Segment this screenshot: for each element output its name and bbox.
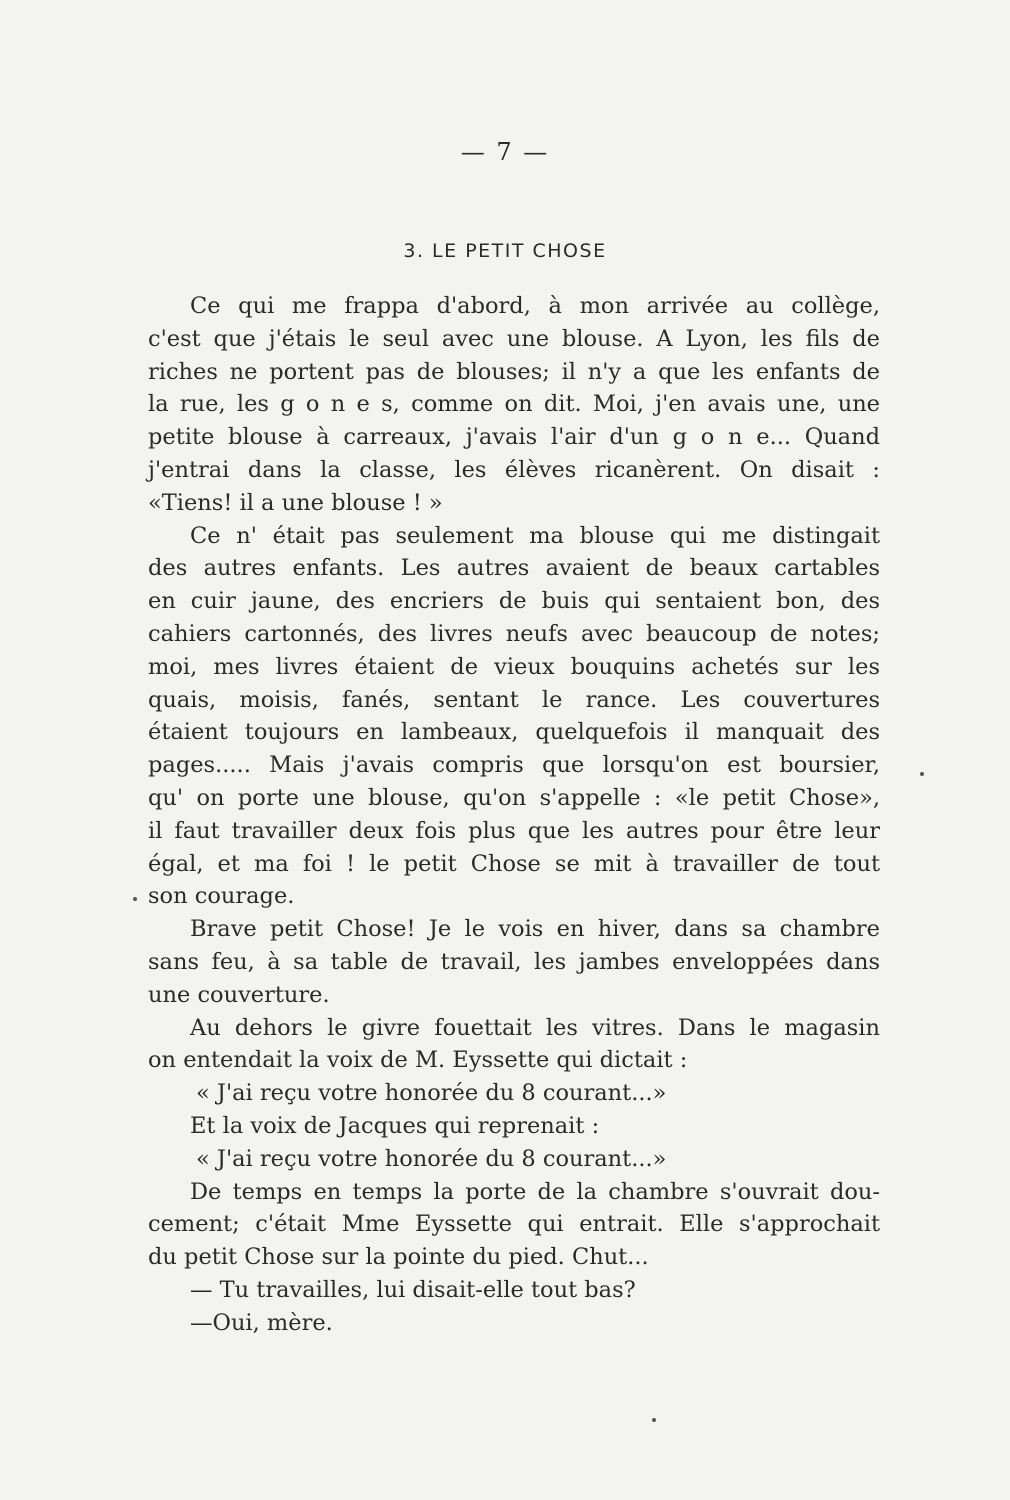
- chapter-title: 3. LE PETIT CHOSE: [403, 240, 607, 262]
- text-line: en cuir jaune, des encriers de buis qui sentaient bon, des: [148, 588, 880, 615]
- text-line: sans feu, à sa table de travail, les jambes enveloppées dans: [148, 948, 880, 975]
- text-line: petite blouse à carreaux, j'avais l'air d'un g o n e... Quand: [148, 424, 880, 451]
- text-line: Brave petit Chose! Je le vois en hiver, dans sa chambre: [190, 916, 880, 943]
- text-line: étaient toujours en lambeaux, quelquefois il manquait des: [148, 719, 880, 746]
- text-line: cement; c'était Mme Eyssette qui entrait. Elle s'approchait: [148, 1211, 880, 1238]
- text-line: Au dehors le givre fouettait les vitres. Dans le magasin: [190, 1014, 880, 1041]
- text-line: il faut travailler deux fois plus que les autres pour être leur: [148, 817, 880, 844]
- text-line: j'entrai dans la classe, les élèves ricanèrent. On disait :: [148, 456, 880, 483]
- text-line: Et la voix de Jacques qui reprenait :: [190, 1112, 600, 1139]
- text-line: son courage.: [148, 883, 295, 910]
- text-line: pages..... Mais j'avais compris que lorsqu'on est boursier,: [148, 752, 880, 779]
- text-line: une couverture.: [148, 981, 330, 1008]
- ink-speck: [652, 1418, 656, 1422]
- text-line: — Tu travailles, lui disait-elle tout bas?: [190, 1276, 636, 1303]
- text-line: cahiers cartonnés, des livres neufs avec beaucoup de notes;: [148, 620, 880, 647]
- text-line: la rue, les g o n e s, comme on dit. Moi, j'en avais une, une: [148, 391, 880, 418]
- ink-speck: [133, 897, 137, 901]
- text-line: Ce n' était pas seulement ma blouse qui me distingait: [190, 522, 880, 549]
- text-line: qu' on porte une blouse, qu'on s'appelle : «le petit Chose»,: [148, 784, 880, 811]
- text-line: « J'ai reçu votre honorée du 8 courant...»: [196, 1145, 667, 1172]
- text-line: des autres enfants. Les autres avaient de beaux cartables: [148, 555, 880, 582]
- ink-speck: [920, 772, 924, 776]
- text-line: De temps en temps la porte de la chambre s'ouvrait dou-: [190, 1178, 880, 1205]
- text-line: « J'ai reçu votre honorée du 8 courant...»: [196, 1080, 667, 1107]
- text-line: quais, moisis, fanés, sentant le rance. Les couvertures: [148, 686, 880, 713]
- text-body: [148, 290, 880, 1340]
- text-line: moi, mes livres étaient de vieux bouquins achetés sur les: [148, 653, 880, 680]
- text-line: égal, et ma foi ! le petit Chose se mit à travailler de tout: [148, 850, 880, 877]
- text-line: Ce qui me frappa d'abord, à mon arrivée au collège,: [190, 293, 880, 319]
- page-number: — 7 —: [460, 138, 550, 166]
- text-line: —Oui, mère.: [190, 1309, 333, 1336]
- text-line: on entendait la voix de M. Eyssette qui dictait :: [148, 1047, 688, 1074]
- text-line: «Tiens! il a une blouse ! »: [148, 489, 443, 516]
- text-line: du petit Chose sur la pointe du pied. Chut...: [148, 1244, 649, 1271]
- text-line: c'est que j'étais le seul avec une blouse. A Lyon, les fils de: [148, 325, 880, 352]
- text-line: riches ne portent pas de blouses; il n'y a que les enfants de: [148, 358, 880, 385]
